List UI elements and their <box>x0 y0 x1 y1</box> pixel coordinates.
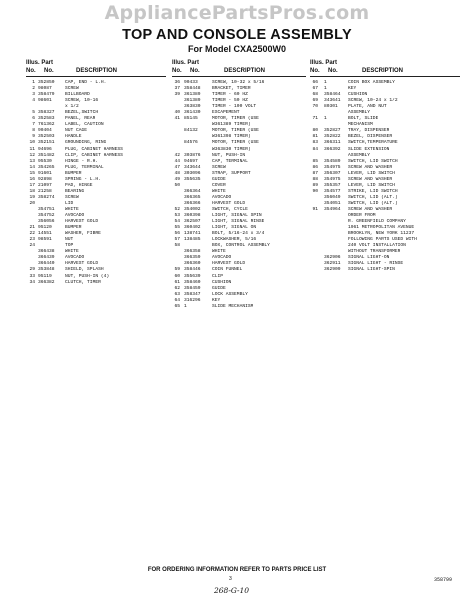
part-no: 303096 <box>184 170 201 176</box>
part-no: 358448 <box>184 86 201 92</box>
part-description: BILLBOARD <box>65 92 90 98</box>
part-description: BUMPER <box>65 170 82 176</box>
illus-no: 60 <box>174 273 180 279</box>
part-description: ASSEMBLY <box>348 110 371 116</box>
part-no: 98591 <box>38 237 52 243</box>
part-no: 98601 <box>38 98 52 104</box>
illus-no: 50 <box>174 182 180 188</box>
illus-no: 91 <box>312 206 318 212</box>
part-no: 94697 <box>184 158 198 164</box>
illus-no: 12 <box>29 152 35 158</box>
part-no: 21258 <box>38 188 52 194</box>
part-description: x 1/2 <box>65 104 79 110</box>
part-description: FOLLOWING PARTS USED WITH <box>348 237 417 243</box>
part-no: 354265 <box>38 164 55 170</box>
illus-no: 34 <box>29 279 35 285</box>
part-description: SCREW, 10-24 x 1/2 <box>348 98 398 104</box>
part-description: SHIELD, SPLASH <box>65 267 104 273</box>
part-no: 361389 <box>184 98 201 104</box>
part-no: 95119 <box>38 273 52 279</box>
part-description: TRAY, DISPENSER <box>348 128 390 134</box>
part-description: PANEL, REAR <box>65 116 96 122</box>
part-description: ASSEMBLY <box>348 152 371 158</box>
part-no: 366360 <box>184 261 201 267</box>
header-line1: Illus. Part <box>26 60 54 66</box>
part-no: 354975 <box>324 176 341 182</box>
illus-no: 54 <box>174 219 180 225</box>
part-description: GUIDE <box>212 176 226 182</box>
illus-no: 29 <box>29 267 35 273</box>
part-no: 366392 <box>324 146 341 152</box>
part-no: 84132 <box>184 128 198 134</box>
illus-no: 66 <box>312 80 318 85</box>
header-line1: Illus. Part <box>310 60 338 66</box>
part-no: 362909 <box>324 267 341 273</box>
part-description: W361398 TIMER) <box>212 134 251 140</box>
part-no: 94696 <box>38 146 52 152</box>
part-no: 358464 <box>324 92 341 98</box>
header-no-part: No. No. <box>310 68 338 74</box>
part-description: SLIDE MECHANISM <box>212 303 254 309</box>
part-no: 1 <box>184 303 187 309</box>
illus-no: 64 <box>174 297 180 303</box>
illus-no: 3 <box>32 92 35 98</box>
part-description: WHITE <box>212 188 226 194</box>
part-description: MOTOR, TIMER (USE <box>212 128 259 134</box>
part-no: 1 <box>324 80 327 85</box>
part-no: 366358 <box>184 249 201 255</box>
page-number: 3 <box>229 576 232 582</box>
illus-no: 67 <box>312 86 318 92</box>
illus-no: 83 <box>312 140 318 146</box>
part-description: HANDLE <box>65 134 82 140</box>
illus-no: 4 <box>32 98 35 104</box>
part-description: BROOKLYN, NEW YORK 11237 <box>348 231 415 237</box>
illus-no: 15 <box>29 170 35 176</box>
part-no: 354975 <box>324 164 341 170</box>
part-description: GUIDE <box>212 285 226 291</box>
illus-no: 62 <box>174 285 180 291</box>
part-no: 354002 <box>184 206 201 212</box>
part-no: 303876 <box>184 152 201 158</box>
part-no: 366359 <box>184 255 201 261</box>
part-no: 358479 <box>38 92 55 98</box>
parts-row <box>26 280 166 286</box>
illus-no: 84 <box>312 146 318 152</box>
part-description: LABEL, CAUTION <box>65 122 104 128</box>
part-description: LIGHT, SIGNAL ON <box>212 225 257 231</box>
part-description: SWITCH, CYCLE <box>212 206 248 212</box>
illus-no: 7 <box>32 122 35 128</box>
column-header <box>172 60 306 77</box>
part-no: 761362 <box>38 122 55 128</box>
illus-no: 14 <box>29 164 35 170</box>
illus-no: 48 <box>174 170 180 176</box>
header-no-part: No. No. <box>172 68 200 74</box>
part-description: CLIP, CABINET HARNESS <box>65 152 123 158</box>
part-description: STRAP, SUPPORT <box>212 170 251 176</box>
part-description: GROUNDING, RING <box>65 140 107 146</box>
part-no: 354589 <box>324 158 341 164</box>
illus-no: 5 <box>32 110 35 116</box>
part-description: WHITE <box>212 249 226 255</box>
part-description: NUT, PUSH-IN (4) <box>65 273 110 279</box>
illus-no: 40 <box>174 110 180 116</box>
illus-no: 8 <box>32 128 35 134</box>
part-description: CUSHION <box>348 92 368 98</box>
part-description: SCREW, 10-16 <box>65 98 99 104</box>
illus-no: 1 <box>32 80 35 85</box>
part-description: WHITE <box>65 249 79 255</box>
illus-no: 19 <box>29 194 35 200</box>
part-no: 366366 <box>184 200 201 206</box>
part-no: 361430 <box>184 110 201 116</box>
part-no: 80301 <box>324 104 338 110</box>
page-subtitle: For Model CXA2500W0 <box>187 44 287 54</box>
part-no: 366440 <box>38 261 55 267</box>
part-description: PLUG, CABINET HARNESS <box>65 146 123 152</box>
part-description: W363830 TIMER) <box>212 146 251 152</box>
illus-no: 9 <box>32 134 35 140</box>
part-no: 362911 <box>324 261 341 267</box>
part-no: 356307 <box>324 170 341 176</box>
column-header <box>310 60 460 77</box>
part-no: 358460 <box>184 279 201 285</box>
part-no: 138485 <box>184 237 201 243</box>
parts-column-1 <box>26 60 166 286</box>
part-no: 95530 <box>38 158 52 164</box>
part-no: 1 <box>324 86 327 92</box>
part-no: 363830 <box>184 104 201 110</box>
page-title: TOP AND CONSOLE ASSEMBLY <box>122 27 352 43</box>
part-no: 354752 <box>38 213 55 219</box>
part-description: HARVEST GOLD <box>212 200 246 206</box>
part-description: SIGNAL LIGHT-SPIN <box>348 267 395 273</box>
illus-no: 18 <box>29 188 35 194</box>
part-no: 90433 <box>184 80 198 85</box>
part-description: TIMER - 100 VOLT <box>212 104 257 110</box>
illus-no: 42 <box>174 152 180 158</box>
header-description: DESCRIPTION <box>362 68 404 74</box>
part-no: 138741 <box>184 231 201 237</box>
part-description: LIGHT, SIGNAL SPIN <box>212 213 262 219</box>
part-no: 366365 <box>184 194 201 200</box>
part-no: 352822 <box>324 134 341 140</box>
illus-no: 56 <box>174 231 180 237</box>
part-description: SCREW AND WASHER <box>348 176 393 182</box>
illus-no: 69 <box>312 98 318 104</box>
illus-no: 33 <box>29 273 35 279</box>
part-no: 354751 <box>38 206 55 212</box>
illus-no: 36 <box>174 80 180 85</box>
part-no: 358459 <box>184 285 201 291</box>
illus-no: 16 <box>29 176 35 182</box>
part-no: 354964 <box>324 206 341 212</box>
part-description: ORDER FROM <box>348 213 376 219</box>
part-no: 352503 <box>38 134 55 140</box>
part-description: BOX, CONTROL ASSEMBLY <box>212 243 270 249</box>
illus-no: 59 <box>174 267 180 273</box>
part-description: NUT, PUSH-IN <box>212 152 246 158</box>
part-description: SCREW AND WASHER <box>348 206 393 212</box>
part-no: 355357 <box>324 182 341 188</box>
part-no: 92898 <box>38 176 52 182</box>
part-no: 362906 <box>324 255 341 261</box>
part-description: CAP, TERMINAL <box>212 158 248 164</box>
part-no: 358446 <box>184 267 201 273</box>
part-description: BEZEL,SWITCH <box>65 110 99 116</box>
illus-no: 71 <box>312 116 318 122</box>
part-no: 14551 <box>38 231 52 237</box>
illus-no: 17 <box>29 182 35 188</box>
illus-no: 21 <box>29 225 35 231</box>
part-description: BUMPER <box>65 225 82 231</box>
column-header <box>26 60 166 77</box>
part-description: 1961 METROPOLITAN AVENUE <box>348 225 415 231</box>
part-description: LOCKWASHER, 5/16 <box>212 237 257 243</box>
illus-no: 39 <box>174 92 180 98</box>
watermark: AppliancePartsPros.com <box>104 2 370 24</box>
part-no: 361389 <box>184 92 201 98</box>
part-description: SWITCH, LID (ALT.) <box>348 200 398 206</box>
part-description: COIN BOX ASSEMBLY <box>348 80 395 85</box>
illus-no: 70 <box>312 104 318 110</box>
part-no: 358327 <box>38 110 55 116</box>
illus-no: 57 <box>174 237 180 243</box>
part-description: PAD, HINGE <box>65 182 93 188</box>
part-no: 355639 <box>184 273 201 279</box>
part-description: SPRING - L.H. <box>65 176 101 182</box>
part-description: AVOCADO <box>212 255 232 261</box>
part-no: 343641 <box>324 98 341 104</box>
illus-no: 61 <box>174 279 180 285</box>
part-description: R. GREENFIELD COMPANY <box>348 219 406 225</box>
part-no: 354577 <box>324 188 341 194</box>
part-description: SCREW <box>65 194 79 200</box>
illus-no: 89 <box>312 182 318 188</box>
illus-no: 6 <box>32 116 35 122</box>
part-no: 1 <box>324 116 327 122</box>
header-line1: Illus. Part <box>172 60 200 66</box>
illus-no: 63 <box>174 291 180 297</box>
part-no: 360398 <box>184 213 201 219</box>
part-description: LID <box>65 200 74 206</box>
part-no: 84576 <box>184 140 198 146</box>
part-description: BRACKET, TIMER <box>212 86 251 92</box>
part-description: CAP, END - L.H. <box>65 80 107 85</box>
illus-no: 52 <box>174 206 180 212</box>
part-description: AVOCADO <box>65 213 85 219</box>
part-no: 360402 <box>184 225 201 231</box>
part-no: 356049 <box>324 194 341 200</box>
part-description: MOTOR, TIMER (USE <box>212 140 259 146</box>
illus-no: 87 <box>312 170 318 176</box>
illus-no: 20 <box>29 200 35 206</box>
illus-no: 85 <box>312 158 318 164</box>
part-no: 21097 <box>38 182 52 188</box>
part-no: 95120 <box>38 225 52 231</box>
part-no: 353848 <box>38 267 55 273</box>
part-description: MOTOR, TIMER (USE <box>212 116 259 122</box>
illus-no: 10 <box>29 140 35 146</box>
part-description: HARVEST GOLD <box>212 261 246 267</box>
illus-no: 2 <box>32 86 35 92</box>
part-description: HARVEST GOLD <box>65 261 99 267</box>
ordering-info-footer: FOR ORDERING INFORMATION REFER TO PARTS PRICE LIST <box>147 567 327 573</box>
part-description: BOLT, 5/16-24 x 3/4 <box>212 231 265 237</box>
part-description: STRIKE, LID SWITCH <box>348 188 398 194</box>
illus-no: 49 <box>174 176 180 182</box>
part-description: BEARING <box>65 188 85 194</box>
part-description: AVOCADO <box>65 255 85 261</box>
part-description: AVOCADO <box>212 194 232 200</box>
part-description: NUT <box>65 237 74 243</box>
part-description: SWITCH,TEMPERATURE <box>348 140 398 146</box>
part-description: SWITCH, LID SWITCH <box>348 158 398 164</box>
part-no: 91601 <box>38 170 52 176</box>
part-description: HINGE - R.H. <box>65 158 99 164</box>
part-no: 352583 <box>38 116 55 122</box>
part-no: 366311 <box>324 140 341 146</box>
part-description: BOLT, SLIDE <box>348 116 379 122</box>
part-no: 366364 <box>184 188 201 194</box>
part-description: CLIP <box>212 273 224 279</box>
part-no: 358274 <box>38 194 55 200</box>
part-no: 366382 <box>38 279 55 285</box>
part-description: LIGHT, SIGNAL RINSE <box>212 219 265 225</box>
part-no: 362507 <box>184 219 201 225</box>
part-description: HARVEST GOLD <box>65 219 99 225</box>
part-description: LEVER, LID SWITCH <box>348 182 395 188</box>
illus-no: 22 <box>29 231 35 237</box>
header-description: DESCRIPTION <box>76 68 118 74</box>
illus-no: 37 <box>174 86 180 92</box>
illus-no: 41 <box>174 116 180 122</box>
parts-row <box>310 267 460 273</box>
part-description: SIGNAL LIGHT-ON <box>348 255 390 261</box>
illus-no: 24 <box>29 243 35 249</box>
part-description: COVER <box>212 182 226 188</box>
illus-no: 65 <box>174 303 180 309</box>
part-no: 352151 <box>38 140 55 146</box>
part-description: SIGNAL LIGHT - RINSE <box>348 261 404 267</box>
illus-no: 58 <box>174 243 180 249</box>
illus-no: 81 <box>312 134 318 140</box>
part-no: 354051 <box>324 200 341 206</box>
illus-no: 68 <box>312 92 318 98</box>
part-description: 240 VOLT INSTALLATION <box>348 243 406 249</box>
illus-no: 55 <box>174 225 180 231</box>
part-description: SCREW AND WASHER <box>348 164 393 170</box>
illus-no: 88 <box>312 176 318 182</box>
part-description: CLUTCH, TIMER <box>65 279 101 285</box>
part-no: 355635 <box>184 176 201 182</box>
part-no: 316296 <box>184 297 201 303</box>
parts-row <box>172 304 306 310</box>
part-description: WITHOUT TRANSFORMER <box>348 249 401 255</box>
parts-column-3 <box>310 60 460 274</box>
part-description: SCREW <box>212 164 226 170</box>
part-description: BEZEL, DISPENSER <box>348 134 393 140</box>
part-description: LEVER, LID SWITCH <box>348 170 395 176</box>
header-no-part: No. No. <box>26 68 54 74</box>
illus-no <box>310 267 318 273</box>
header-description: DESCRIPTION <box>224 68 266 74</box>
handwritten-note: 268-G-10 <box>214 586 250 595</box>
part-description: WASHER, FIBRE <box>65 231 101 237</box>
part-description: TIMER - 50 HZ <box>212 98 248 104</box>
parts-column-2 <box>172 60 306 310</box>
part-description: PLATE, AND NUT <box>348 104 387 110</box>
part-description: NUT CAGE <box>65 128 88 134</box>
part-description: SLIDE EXTENSION <box>348 146 390 152</box>
part-description: LOCK ASSEMBLY <box>212 291 248 297</box>
part-no: 98087 <box>38 86 52 92</box>
part-description: TOP <box>65 243 74 249</box>
part-no: 90404 <box>38 128 52 134</box>
illus-no: 90 <box>312 188 318 194</box>
part-description: SWITCH, LID (ALT.) <box>348 194 398 200</box>
part-no: 356056 <box>38 219 55 225</box>
part-description: KEY <box>212 297 221 303</box>
part-description: W361389 TIMER) <box>212 122 251 128</box>
part-no: 366438 <box>38 249 55 255</box>
illus-no: 23 <box>29 237 35 243</box>
part-description: MECHANISM <box>348 122 373 128</box>
part-description: COIN FUNNEL <box>212 267 243 273</box>
part-no: 358347 <box>184 291 201 297</box>
part-no: 352850 <box>38 80 55 85</box>
part-description: KEY <box>348 86 357 92</box>
part-no: 351482 <box>38 152 55 158</box>
illus-no: 47 <box>174 164 180 170</box>
illus-no: 44 <box>174 158 180 164</box>
document-code: 358799 <box>433 577 452 583</box>
part-description: PLUG, TERMINAL <box>65 164 104 170</box>
part-no: 343644 <box>184 164 201 170</box>
part-description: SCREW, 10-32 x 5/16 <box>212 80 265 85</box>
part-no: 352827 <box>324 128 341 134</box>
illus-no: 86 <box>312 164 318 170</box>
illus-no: 80 <box>312 128 318 134</box>
part-description: ESCAPEMENT <box>212 110 240 116</box>
part-no: 366439 <box>38 255 55 261</box>
part-description: CUSHION <box>212 279 232 285</box>
part-description: WHITE <box>65 206 79 212</box>
part-description: TIMER - 60 HZ <box>212 92 248 98</box>
part-no: 85145 <box>184 116 198 122</box>
illus-no: 53 <box>174 213 180 219</box>
illus-no: 11 <box>29 146 35 152</box>
part-description: SCREW <box>65 86 79 92</box>
illus-no: 13 <box>29 158 35 164</box>
